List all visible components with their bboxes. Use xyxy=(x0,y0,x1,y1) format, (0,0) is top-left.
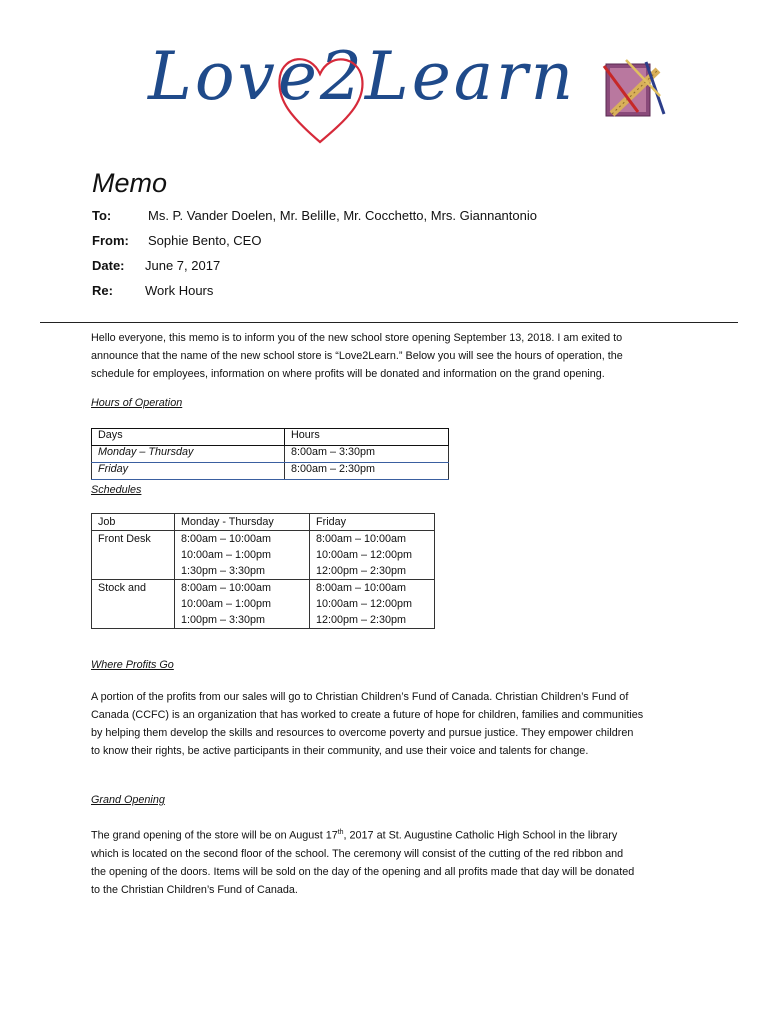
shift-time: 12:00pm – 2:30pm xyxy=(316,614,407,626)
col-mon-thu-header: Monday - Thursday xyxy=(175,514,310,531)
re-value: Work Hours xyxy=(145,283,214,298)
intro-line: announce that the name of the new school store is “Love2Learn.” Below you will see the hours of operation, the xyxy=(91,350,623,362)
hours-cell: 8:00am – 2:30pm xyxy=(285,463,449,480)
from-label: From: xyxy=(92,233,129,248)
shift-time: 1:00pm – 3:30pm xyxy=(181,614,266,626)
intro-line: schedule for employees, information on where profits will be donated and information on the grand opening. xyxy=(91,368,605,380)
memo-title: Memo xyxy=(92,168,168,198)
col-days-header: Days xyxy=(92,429,285,446)
days-cell: Monday – Thursday xyxy=(92,446,285,463)
grand-line: the opening of the doors. Items will be sold on the day of the opening and all profits made that day will be donated xyxy=(91,865,635,878)
profits-heading: Where Profits Go xyxy=(91,659,174,671)
schedules-table xyxy=(91,513,435,629)
grand-opening-heading: Grand Opening xyxy=(91,794,165,806)
grand-line: which is located on the second floor of the school. The ceremony will consist of the cutting of the red ribbon and xyxy=(91,847,624,860)
profits-line: A portion of the profits from our sales will go to Christian Children’s Fund of Canada. Christian Children’s Fund of xyxy=(91,691,629,703)
days-cell: Friday xyxy=(92,463,285,480)
profits-paragraph xyxy=(91,688,691,760)
job-cell: Front Desk xyxy=(92,531,175,580)
to-value: Ms. P. Vander Doelen, Mr. Belille, Mr. Cocchetto, Mrs. Giannantonio xyxy=(148,208,537,223)
date-value: June 7, 2017 xyxy=(145,258,221,273)
schedules-heading: Schedules xyxy=(91,484,142,496)
mon-thu-cell xyxy=(175,580,310,629)
profits-line: by helping them develop the skills and resources to overcome poverty and pursue justice. They empower children xyxy=(91,727,634,739)
shift-time: 8:00am – 10:00am xyxy=(181,533,272,545)
grand-line: to the Christian Children’s Fund of Canada. xyxy=(91,883,298,896)
shift-time: 10:00am – 12:00pm xyxy=(316,598,413,610)
friday-cell xyxy=(310,580,435,629)
shift-time: 10:00am – 1:00pm xyxy=(181,549,272,561)
friday-cell xyxy=(310,531,435,580)
shift-time: 1:30pm – 3:30pm xyxy=(181,565,266,577)
profits-line: Canada (CCFC) is an organization that has worked to create a future of hope for children, families and communities xyxy=(91,709,644,721)
job-cell: Stock and xyxy=(92,580,175,629)
table-header-row xyxy=(92,514,435,531)
col-hours-header: Hours xyxy=(285,429,449,446)
grand-line-text: , 2017 at St. Augustine Catholic High School in the library xyxy=(343,829,618,842)
profits-line: to know their rights, be active participants in their community, and use their voice and talents for change. xyxy=(91,745,589,757)
table-row xyxy=(92,446,449,463)
col-friday-header: Friday xyxy=(310,514,435,531)
table-header-row xyxy=(92,429,449,446)
table-row xyxy=(92,580,435,629)
date-label: Date: xyxy=(92,258,125,273)
re-label: Re: xyxy=(92,283,113,298)
logo-wordmark: Love2Learn xyxy=(148,38,577,115)
hours-cell: 8:00am – 3:30pm xyxy=(285,446,449,463)
school-supplies-icon xyxy=(598,56,668,122)
shift-time: 8:00am – 10:00am xyxy=(316,533,407,545)
grand-line-text: The grand opening of the store will be on August 17 xyxy=(91,829,338,842)
grand-line xyxy=(91,824,691,845)
table-row xyxy=(92,463,449,480)
shift-time: 10:00am – 12:00pm xyxy=(316,549,413,561)
to-label: To: xyxy=(92,208,112,223)
intro-paragraph xyxy=(91,329,691,383)
hours-heading: Hours of Operation xyxy=(91,397,183,409)
col-job-header: Job xyxy=(92,514,175,531)
table-row xyxy=(92,531,435,580)
hours-table xyxy=(91,428,449,480)
shift-time: 12:00pm – 2:30pm xyxy=(316,565,407,577)
shift-time: 8:00am – 10:00am xyxy=(316,582,407,594)
intro-line: Hello everyone, this memo is to inform you of the new school store opening September 13, 2018. I am exited to xyxy=(91,332,623,344)
grand-opening-paragraph xyxy=(91,824,691,899)
header-divider xyxy=(40,322,690,323)
mon-thu-cell xyxy=(175,531,310,580)
heart-icon xyxy=(272,48,368,148)
shift-time: 8:00am – 10:00am xyxy=(181,582,272,594)
ordinal-suffix: th xyxy=(337,829,344,836)
shift-time: 10:00am – 1:00pm xyxy=(181,598,272,610)
from-value: Sophie Bento, CEO xyxy=(148,233,262,248)
header-divider-end xyxy=(690,322,738,323)
